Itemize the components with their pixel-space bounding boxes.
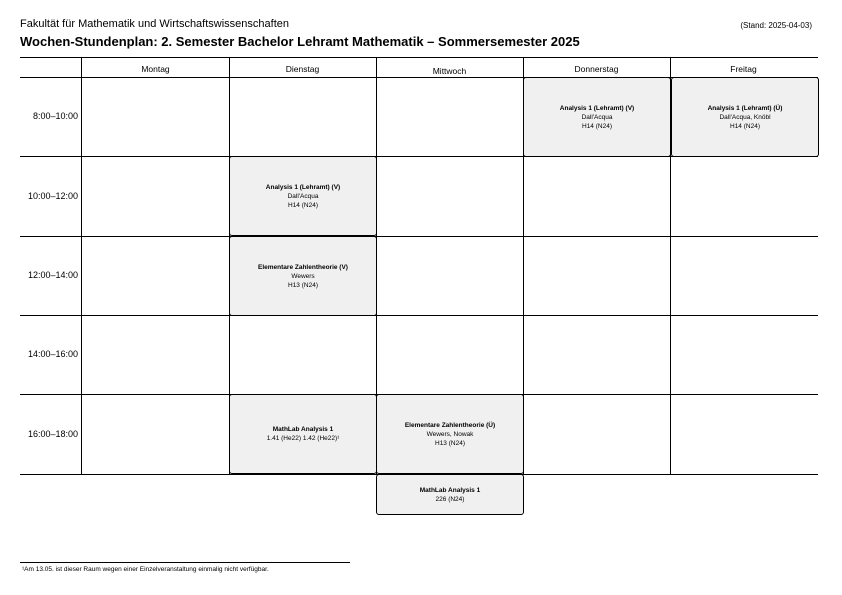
page-title: Wochen-Stundenplan: 2. Semester Bachelor Lehramt Mathematik – Sommersemester 2025 (20, 34, 580, 49)
footnote: ¹Am 13.05. ist dieser Raum wegen einer Einzelveranstaltung einmalig nicht verfügbar. (22, 566, 269, 573)
course-block[interactable] (523, 77, 671, 157)
time-slot-label: 10:00–12:00 (27, 191, 78, 201)
day-header-mittwoch: Mittwoch (432, 66, 467, 76)
course-name: MathLab Analysis 1 (272, 426, 334, 433)
grid-line (81, 57, 82, 474)
day-header-montag: Montag (141, 64, 170, 74)
day-header-freitag: Freitag (730, 64, 757, 74)
course-block[interactable] (376, 394, 524, 474)
faculty-name: Fakultät für Mathematik und Wirtschaftswissenschaften (20, 18, 289, 30)
course-name: MathLab Analysis 1 (419, 486, 481, 494)
time-slot-label: 12:00–14:00 (27, 270, 78, 280)
course-lecturer: Dall'Acqua (581, 113, 613, 121)
course-room: H13 (N24) (288, 281, 318, 289)
course-name: Elementare Zahlentheorie (V) (258, 263, 348, 271)
course-block[interactable] (376, 474, 524, 515)
course-name: Analysis 1 (Lehramt) (V) (265, 183, 341, 191)
day-header-donnerstag: Donnerstag (574, 64, 619, 74)
course-lecturer: Wewers, Nowak (426, 430, 474, 438)
course-lecturer: Dall'Acqua, Knöbl (719, 113, 771, 121)
course-room: 1.41 (He22) 1.42 (He22)¹ (266, 435, 340, 442)
course-lecturer: Dall'Acqua (287, 192, 319, 200)
date-stamp: (Stand: 2025-04-03) (740, 21, 812, 30)
course-name: Analysis 1 (Lehramt) (Ü) (707, 104, 783, 112)
course-room: H14 (N24) (582, 122, 612, 130)
course-block[interactable] (229, 394, 377, 474)
course-room: H14 (N24) (288, 201, 318, 209)
time-slot-label: 8:00–10:00 (32, 111, 78, 121)
course-block[interactable] (229, 236, 377, 316)
grid-line (20, 57, 818, 58)
time-slot-label: 16:00–18:00 (27, 429, 78, 439)
day-header-dienstag: Dienstag (285, 64, 320, 74)
course-block[interactable] (229, 156, 377, 236)
grid-line (20, 236, 818, 237)
course-room: 226 (N24) (435, 495, 465, 503)
course-name: Elementare Zahlentheorie (Ü) (404, 421, 496, 429)
course-room: H14 (N24) (730, 122, 760, 130)
course-block[interactable] (671, 77, 819, 157)
time-slot-label: 14:00–16:00 (27, 349, 78, 359)
course-name: Analysis 1 (Lehramt) (V) (559, 104, 635, 112)
footnote-rule (20, 562, 350, 563)
course-lecturer: Wewers (291, 272, 315, 280)
course-room: H13 (N24) (435, 439, 465, 447)
grid-line (20, 315, 818, 316)
